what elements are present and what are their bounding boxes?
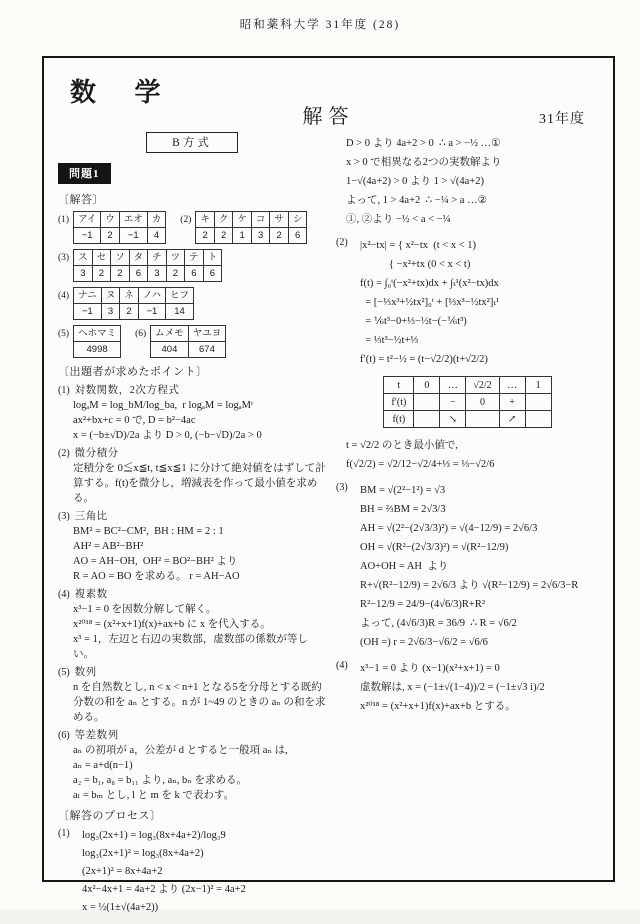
answer-header-row (74, 326, 121, 342)
point-item (58, 728, 326, 803)
answer-value-cell: 4998 (74, 342, 121, 358)
point-line: x³ = 1，左辺と右辺の実数部，虚数部の係数が等しい。 (73, 634, 308, 660)
math-line: R²−12/9 = 24/9−(4√6/3)R+R² (360, 599, 486, 610)
main-answer-box (42, 56, 615, 913)
math-line: 虚数解は, x = (−1±√(1−4))/2 = (−1±√3 i)/2 (360, 682, 545, 693)
point-line: x³−1 = 0 を因数分解して解く。 (73, 604, 217, 615)
answer-header-cell: ヤユヨ (188, 326, 226, 342)
point-line: n を自然数とし, n < x < n+1 となる5を分母とする既約分数の和を aₙ とする。n が 1~49 のときの aₙ の和を求める。 (73, 682, 326, 723)
point-title: 等差数列 (74, 730, 119, 741)
math-line: x > 0 で相異なる2つの実数解より (346, 157, 502, 168)
points-list (58, 383, 326, 803)
answer-value-cell: 2 (196, 228, 215, 244)
sign-table-cell: t (384, 377, 414, 394)
math-line: R+√(R²−12/9) = 2√6/3 より √(R²−12/9) = 2√6/3−R (360, 580, 579, 591)
math-block (336, 659, 599, 716)
answer-value-cell: 2 (111, 266, 130, 282)
answer-header-cell: アイ (74, 212, 101, 228)
answer-tables (58, 211, 326, 358)
sign-table-cell: ↘ (440, 411, 466, 428)
kaitou-heading: 解答 (302, 106, 355, 128)
math-line: x³−1 = 0 より (x−1)(x²+x+1) = 0 (360, 663, 500, 674)
answer-table-group (135, 325, 226, 358)
sign-table-cell (525, 411, 551, 428)
point-title: 数列 (74, 667, 97, 678)
answer-table-row (58, 249, 326, 282)
answer-header-row (151, 326, 226, 342)
answer-header-cell: コ (251, 212, 270, 228)
answer-value-row (151, 342, 226, 358)
point-item (58, 665, 326, 725)
point-line: ax²+bx+c = 0 で, D = b²−4ac (73, 415, 196, 426)
math-line: (2x+1)² = 8x+4a+2 (82, 866, 163, 877)
answer-value-cell: 6 (288, 228, 307, 244)
answer-header-cell: エオ (119, 212, 147, 228)
answer-header-cell: ヌ (101, 288, 120, 304)
math-line: log₃(2x+1)² = log₃(8x+4a+2) (82, 848, 204, 859)
answer-number: (4) (58, 291, 70, 301)
point-title: 三角比 (74, 511, 108, 522)
math-line: D > 0 より 4a+2 > 0 ∴ a > −½ …① (346, 138, 501, 149)
point-heading (58, 587, 326, 602)
answer-value-row (74, 304, 194, 320)
block-number: (1) (58, 828, 70, 839)
math-line: { −x²+tx (0 < x < t) (360, 259, 471, 270)
sign-table-row (384, 377, 551, 394)
sign-table-cell (414, 394, 440, 411)
sign-table-cell: 1 (525, 377, 551, 394)
math-line: BH = ⅔BM = 2√3/3 (360, 504, 446, 515)
block-number: (4) (336, 660, 348, 671)
answer-value-row (74, 342, 121, 358)
math-block (58, 827, 326, 917)
answer-table-group (58, 249, 222, 282)
point-line: a₂ = b₁, a₈ = b₁₁ より, aₙ, bₙ を求める。 (73, 775, 247, 786)
answer-value-cell: −1 (74, 304, 102, 320)
point-title: 微分積分 (74, 448, 119, 459)
math-line: AO+OH = AH より (360, 561, 449, 572)
point-heading (58, 446, 326, 461)
title-row (56, 68, 601, 132)
point-heading (58, 665, 326, 680)
math-line: log₃(2x+1) = log₃(8x+4a+2)/log₃9 (82, 830, 226, 841)
sign-table-cell: − (440, 394, 466, 411)
answer-header-cell: タ (129, 250, 148, 266)
point-heading (58, 728, 326, 743)
math-line: = ⅙t³−0+⅓−½t−(−⅙t³) (360, 316, 467, 327)
math-block (336, 436, 599, 474)
answer-value-cell: 2 (101, 228, 120, 244)
answer-header-cell: ムメモ (151, 326, 189, 342)
answer-table-group (58, 287, 194, 320)
point-line: x²⁰¹⁸ = (x²+x+1)f(x)+ax+b に x を代入する。 (73, 619, 271, 630)
answer-value-row (196, 228, 307, 244)
math-line: ①, ②より −½ < a < −¼ (346, 214, 451, 225)
sign-table (383, 376, 551, 428)
answer-header-row (196, 212, 307, 228)
math-line: BM = √(2²−1²) = √3 (360, 485, 446, 496)
answer-header-cell: ソ (111, 250, 130, 266)
sign-table-cell: … (440, 377, 466, 394)
answer-table-group (58, 325, 121, 358)
answer-header-cell: ス (74, 250, 93, 266)
sign-table-cell: f′(t) (384, 394, 414, 411)
answer-header-cell: ウ (101, 212, 120, 228)
sign-table-cell: + (499, 394, 525, 411)
answer-value-cell: 2 (270, 228, 289, 244)
point-line: R = AO = BO を求める。 r = AH−AO (73, 571, 240, 582)
answer-value-cell: 2 (166, 266, 185, 282)
math-line: 1−√(4a+2) > 0 より 1 > √(4a+2) (346, 176, 484, 187)
page-header: 昭和薬科大学 31年度 (28) (239, 19, 401, 31)
math-line: OH = √(R²−(2√3/3)²) = √(R²−12/9) (360, 542, 509, 553)
math-block (336, 236, 599, 369)
answer-value-cell: 3 (251, 228, 270, 244)
answer-heading: 〔解答〕 (58, 194, 104, 206)
answer-value-cell: 3 (74, 266, 93, 282)
answer-header-cell: カ (147, 212, 166, 228)
math-line: = ⅓t³−½t+⅓ (360, 335, 419, 346)
sign-table-cell: 0 (414, 377, 440, 394)
answer-header-cell: ケ (233, 212, 252, 228)
answer-value-cell: 6 (185, 266, 204, 282)
answer-header-row (74, 288, 194, 304)
answer-value-row (74, 266, 222, 282)
answer-value-cell: −1 (119, 228, 147, 244)
point-line: aₙ = a+d(n−1) (73, 760, 133, 771)
sign-table-row (384, 394, 551, 411)
answer-value-cell: 14 (165, 304, 193, 320)
math-line: よって, 1 > 4a+2 ∴ −¼ > a …② (346, 195, 487, 206)
answer-header-cell: ク (214, 212, 233, 228)
math-block (336, 134, 599, 229)
answer-value-cell: 2 (120, 304, 139, 320)
answer-value-cell: 6 (203, 266, 222, 282)
sign-table-cell (525, 394, 551, 411)
answer-value-cell: −1 (138, 304, 165, 320)
method-label: B方式 (146, 132, 238, 153)
answer-table (195, 211, 307, 244)
answer-value-cell: 2 (92, 266, 111, 282)
point-item (58, 383, 326, 443)
answer-value-cell: 4 (147, 228, 166, 244)
math-line: f′(t) = t²−½ = (t−√2/2)(t+√2/2) (360, 354, 488, 365)
answer-value-cell: −1 (74, 228, 101, 244)
answer-number: (5) (58, 329, 70, 339)
point-line: AO = AH−OH, OH² = BO²−BH² より (73, 556, 238, 567)
answer-value-cell: 674 (188, 342, 226, 358)
answer-header-cell: ヒフ (165, 288, 193, 304)
sign-table-cell (414, 411, 440, 428)
answer-value-cell: 6 (129, 266, 148, 282)
point-line: BM² = BC²−CM², BH : HM = 2 : 1 (73, 526, 224, 537)
point-number: (1) (58, 385, 70, 396)
sign-table-cell: f(t) (384, 411, 414, 428)
answer-header-cell: サ (270, 212, 289, 228)
point-line: aₗ = bₘ とし, l と m を k で表わす。 (73, 790, 235, 801)
point-line: 定積分を 0≦x≦t, t≦x≦1 に分けて絶対値をはずして計算する。f(t)を微分し，増減表を作って最小値を求める。 (73, 463, 326, 504)
answer-value-row (74, 228, 166, 244)
answer-value-cell: 2 (214, 228, 233, 244)
point-number: (2) (58, 448, 70, 459)
left-column (58, 132, 326, 924)
process-list (58, 827, 326, 917)
process-heading: 〔解答のプロセス〕 (58, 810, 162, 822)
sign-table-cell (466, 411, 499, 428)
right-column (336, 132, 599, 924)
point-number: (6) (58, 730, 70, 741)
answer-header-cell: セ (92, 250, 111, 266)
answer-number: (6) (135, 329, 147, 339)
math-line: f(√2/2) = √2/12−√2/4+⅓ = ⅓−√2/6 (346, 459, 495, 470)
answer-table (73, 211, 166, 244)
answer-header-cell: テ (185, 250, 204, 266)
answer-header-cell: シ (288, 212, 307, 228)
sign-table-cell: ↗ (499, 411, 525, 428)
problem-label: 問題1 (58, 163, 111, 184)
sign-table-cell: … (499, 377, 525, 394)
point-item (58, 509, 326, 584)
subject-title: 数 学 (70, 78, 177, 107)
math-line: 4x²−4x+1 = 4a+2 より (2x−1)² = 4a+2 (82, 884, 246, 895)
block-number: (3) (336, 482, 348, 493)
math-line: x = ½(1±√(4a+2)) (82, 902, 159, 913)
answer-table-group (180, 211, 307, 244)
math-line: = [−⅓x³+½tx²]₀ᵗ + [⅓x³−½tx²]ₜ¹ (360, 297, 500, 308)
answer-table-row (58, 211, 326, 244)
points-heading: 〔出題者が求めたポイント〕 (58, 366, 208, 378)
math-line: |x²−tx| = { x²−tx (t < x < 1) (360, 240, 477, 251)
sign-table-cell: 0 (466, 394, 499, 411)
answer-table-group (58, 211, 166, 244)
math-line: AH = √(2²−(2√3/3)²) = √(4−12/9) = 2√6/3 (360, 523, 538, 534)
content-columns (56, 132, 601, 924)
sign-table-row (384, 411, 551, 428)
point-line: aₙ の初項が a，公差が d とすると一般項 aₙ は, (73, 745, 288, 756)
answer-header-cell: チ (148, 250, 167, 266)
math-line: f(t) = ∫₀ᵗ(−x²+tx)dx + ∫ₜ¹(x²−tx)dx (360, 278, 499, 289)
point-item (58, 446, 326, 506)
point-number: (3) (58, 511, 70, 522)
point-line: x = (−b±√D)/2a より D > 0, (−b−√D)/2a > 0 (73, 430, 262, 441)
answer-number: (2) (180, 215, 192, 225)
point-line: logₐM = log_bM/log_ba, r logₐM = logₐMʳ (73, 400, 254, 411)
answer-header-cell: ヘホマミ (74, 326, 121, 342)
point-number: (4) (58, 589, 70, 600)
answer-table (150, 325, 226, 358)
point-title: 対数関数，2次方程式 (74, 385, 180, 396)
answer-table-row (58, 287, 326, 320)
answer-header-cell: キ (196, 212, 215, 228)
answer-number: (3) (58, 253, 70, 263)
answer-header-row (74, 212, 166, 228)
answer-value-cell: 1 (233, 228, 252, 244)
answer-header-cell: ノハ (138, 288, 165, 304)
answer-value-cell: 3 (101, 304, 120, 320)
answer-table (73, 287, 194, 320)
point-item (58, 587, 326, 662)
point-heading (58, 509, 326, 524)
math-line: よって, (4√6/3)R = 36/9 ∴ R = √6/2 (360, 618, 517, 629)
point-line: AH² = AB²−BH² (73, 541, 144, 552)
point-title: 複素数 (74, 589, 108, 600)
answer-number: (1) (58, 215, 70, 225)
answer-header-cell: ネ (120, 288, 139, 304)
answer-header-row (74, 250, 222, 266)
math-line: x²⁰¹⁸ = (x²+x+1)f(x)+ax+b とする。 (360, 701, 516, 712)
answer-header-cell: ツ (166, 250, 185, 266)
answer-table (73, 325, 121, 358)
answer-header-cell: ト (203, 250, 222, 266)
block-number: (2) (336, 237, 348, 248)
answer-table (73, 249, 222, 282)
point-number: (5) (58, 667, 70, 678)
answer-table-row (58, 325, 326, 358)
math-line: t = √2/2 のとき最小値で, (346, 440, 459, 451)
point-heading (58, 383, 326, 398)
sign-table-cell: √2/2 (466, 377, 499, 394)
answer-header-cell: ナニ (74, 288, 102, 304)
answer-value-cell: 3 (148, 266, 167, 282)
math-block (336, 481, 599, 652)
math-line: (OH =) r = 2√6/3−√6/2 = √6/6 (360, 637, 488, 648)
year-label: 31年度 (539, 112, 585, 127)
answer-value-cell: 404 (151, 342, 189, 358)
